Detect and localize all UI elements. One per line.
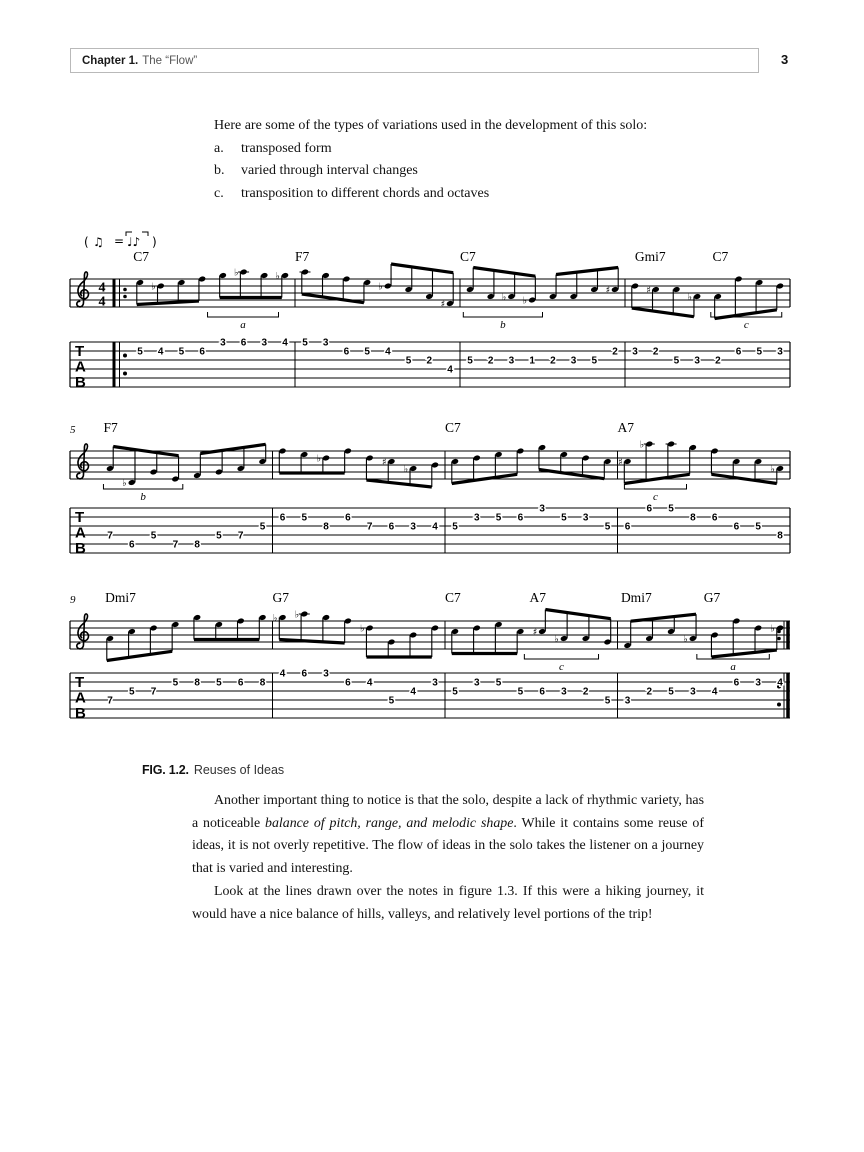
tab-number: 4 bbox=[282, 337, 288, 349]
tab-number: 7 bbox=[150, 686, 157, 698]
tab-number: 5 bbox=[755, 521, 761, 533]
measure bbox=[278, 448, 439, 533]
tab-clef-letter: B bbox=[75, 374, 86, 391]
tab-number: 2 bbox=[612, 346, 618, 358]
tab-number: 6 bbox=[129, 539, 135, 551]
measure bbox=[460, 249, 619, 366]
measure bbox=[273, 590, 440, 706]
accidental: ♭ bbox=[403, 463, 409, 475]
tab-number: 7 bbox=[107, 530, 113, 542]
tab-number: 8 bbox=[777, 530, 783, 542]
variation-label: b bbox=[500, 319, 506, 331]
tab-number: 4 bbox=[447, 364, 453, 376]
tab-number: 6 bbox=[711, 512, 718, 524]
tab-number: 6 bbox=[301, 668, 308, 680]
accidental: ♭ bbox=[294, 609, 300, 621]
accidental: ♭ bbox=[687, 291, 693, 303]
accidental: ♯ bbox=[440, 298, 446, 310]
tab-number: 5 bbox=[604, 695, 611, 707]
tab-number: 3 bbox=[561, 686, 567, 698]
beam bbox=[632, 308, 694, 317]
intro-item-marker: b. bbox=[214, 163, 225, 179]
treble-clef-icon bbox=[77, 444, 89, 479]
tab-number: 8 bbox=[690, 512, 696, 524]
tab-number: 3 bbox=[432, 677, 438, 689]
tab-number: 5 bbox=[216, 530, 222, 542]
tab-number: 3 bbox=[323, 668, 329, 680]
tab-number: 5 bbox=[495, 677, 502, 689]
text-run: Look at the lines drawn over the notes in figure 1.3. If this were a hiking journey, it would have a nice balance of hills, valleys, and relatively level portions of the trip! bbox=[192, 883, 704, 922]
variation-label: c bbox=[743, 319, 749, 331]
measure bbox=[631, 249, 784, 366]
beam bbox=[539, 470, 604, 479]
notation-system-2 bbox=[70, 420, 790, 557]
chord-symbol: C7 bbox=[445, 420, 461, 435]
tab-number: 7 bbox=[107, 695, 113, 707]
beam bbox=[107, 651, 172, 660]
tab-number: 5 bbox=[137, 346, 143, 358]
tab-number: 3 bbox=[755, 677, 761, 689]
tab-number: 8 bbox=[194, 539, 200, 551]
intro-lead: Here are some of the types of variations used in the development of this solo: bbox=[214, 118, 648, 133]
variation-bracket bbox=[208, 312, 279, 317]
swing-eighths-icon: ♫ bbox=[93, 235, 104, 249]
beam bbox=[200, 444, 265, 453]
accidental: ♭ bbox=[554, 633, 559, 645]
tab-number: 3 bbox=[410, 521, 416, 533]
accidental: ♭ bbox=[316, 453, 322, 465]
tab-number: 5 bbox=[452, 521, 458, 533]
tab-number: 6 bbox=[646, 503, 653, 515]
tab-number: 6 bbox=[733, 677, 740, 689]
tab-number: 3 bbox=[261, 337, 268, 349]
paragraph bbox=[192, 881, 704, 926]
tab-number: 3 bbox=[474, 512, 480, 524]
tab-number: 4 bbox=[157, 346, 164, 358]
accidental: ♭ bbox=[151, 281, 156, 293]
tab-number: 1 bbox=[529, 355, 535, 367]
tab-number: 5 bbox=[364, 346, 370, 358]
beam bbox=[366, 480, 431, 487]
tab-number: 4 bbox=[366, 677, 373, 689]
treble-clef-icon bbox=[77, 614, 89, 649]
chord-symbol: C7 bbox=[712, 249, 729, 264]
beam bbox=[137, 301, 199, 305]
tab-number: 8 bbox=[259, 677, 266, 689]
tab-number: 4 bbox=[432, 521, 438, 533]
figure-caption-text: Reuses of Ideas bbox=[193, 762, 285, 777]
tab-clef-letter: A bbox=[75, 524, 86, 542]
chord-symbol: Dmi7 bbox=[620, 590, 652, 605]
tab-clef-letter: T bbox=[75, 674, 85, 691]
tab-number: 6 bbox=[240, 337, 247, 349]
tab-number: 6 bbox=[517, 512, 524, 524]
tab-number: 5 bbox=[668, 503, 674, 515]
measure bbox=[295, 249, 454, 375]
tab-number: 5 bbox=[259, 521, 266, 533]
tab-number: 3 bbox=[570, 355, 577, 367]
tab-number: 3 bbox=[694, 355, 700, 367]
intro-item-marker: c. bbox=[214, 185, 224, 201]
page-number: 3 bbox=[781, 52, 789, 67]
chord-symbol: Gmi7 bbox=[634, 249, 666, 264]
italic-run: balance of pitch, range, and melodic shape bbox=[265, 815, 514, 831]
chapter-label: Chapter 1. bbox=[82, 54, 139, 67]
notation-system-1 bbox=[70, 249, 790, 391]
variation-bracket bbox=[463, 312, 542, 317]
time-signature: 4 bbox=[98, 294, 106, 310]
beam bbox=[473, 268, 535, 277]
tab-number: 2 bbox=[652, 346, 659, 358]
tab-clef-letter: B bbox=[75, 540, 86, 557]
tab-number: 2 bbox=[646, 686, 653, 698]
accidental: ♭ bbox=[378, 281, 383, 293]
tab-number: 2 bbox=[715, 355, 721, 367]
tab-number: 5 bbox=[302, 337, 308, 349]
tab-number: 5 bbox=[668, 686, 674, 698]
tab-number: 4 bbox=[279, 668, 286, 680]
text-run: . While it contains some reuse of ideas, it is not overly repetitive. The flow of ideas in the solo takes the listener on a journey that is varied and interesting. bbox=[192, 815, 704, 877]
tab-number: 6 bbox=[343, 346, 350, 358]
measure-number: 5 bbox=[70, 424, 76, 436]
measure bbox=[445, 420, 612, 532]
paragraph bbox=[192, 790, 704, 881]
chord-symbol: G7 bbox=[272, 590, 289, 605]
tab-number: 2 bbox=[582, 686, 589, 698]
tab-number: 7 bbox=[366, 521, 373, 533]
chord-symbol: G7 bbox=[703, 590, 721, 605]
tab-number: 8 bbox=[323, 521, 329, 533]
figure-caption bbox=[142, 763, 284, 777]
beam bbox=[556, 268, 618, 275]
tab-number: 6 bbox=[624, 521, 631, 533]
variation-bracket bbox=[524, 654, 598, 659]
chord-symbol: A7 bbox=[529, 590, 547, 605]
tab-number: 5 bbox=[129, 686, 135, 698]
tab-number: 4 bbox=[777, 677, 783, 689]
tab-number: 6 bbox=[733, 521, 740, 533]
variation-bracket bbox=[103, 484, 182, 489]
body-text bbox=[192, 790, 704, 926]
tab-number: 6 bbox=[279, 512, 286, 524]
tab-number: 7 bbox=[237, 530, 244, 542]
tab-number: 6 bbox=[735, 346, 742, 358]
tab-number: 5 bbox=[301, 512, 308, 524]
tab-clef-letter: T bbox=[75, 509, 85, 526]
tab-clef-letter: A bbox=[75, 358, 86, 376]
tab-number: 5 bbox=[172, 677, 179, 689]
tab-number: 5 bbox=[591, 355, 598, 367]
tab-number: 6 bbox=[199, 346, 205, 358]
measure bbox=[445, 590, 612, 706]
accidental: ♯ bbox=[381, 456, 387, 468]
tab-number: 6 bbox=[345, 677, 351, 689]
variation-label: b bbox=[140, 491, 146, 503]
accidental: ♭ bbox=[683, 633, 688, 645]
tab-number: 5 bbox=[561, 512, 567, 524]
measure bbox=[133, 249, 289, 357]
tab-number: 3 bbox=[508, 355, 515, 367]
beam bbox=[302, 294, 364, 303]
tab-number: 8 bbox=[194, 677, 200, 689]
tab-clef-letter: A bbox=[75, 689, 86, 707]
accidental: ♭ bbox=[273, 612, 278, 624]
tab-clef-letter: B bbox=[75, 705, 86, 722]
chord-symbol: C7 bbox=[445, 590, 461, 605]
beam bbox=[391, 264, 453, 273]
tab-number: 5 bbox=[452, 686, 458, 698]
swing-marking bbox=[84, 232, 157, 249]
tab-number: 6 bbox=[539, 686, 545, 698]
tab-number: 4 bbox=[410, 686, 416, 698]
tab-number: 5 bbox=[604, 521, 611, 533]
beam bbox=[631, 614, 696, 621]
variation-label: a bbox=[730, 661, 736, 673]
accidental: ♭ bbox=[770, 623, 775, 635]
tab-number: 5 bbox=[756, 346, 763, 358]
chord-symbol: C7 bbox=[460, 249, 476, 264]
tab-number: 2 bbox=[426, 355, 433, 367]
measure-number: 9 bbox=[70, 594, 76, 606]
accidental: ♭ bbox=[122, 477, 127, 489]
chord-symbol: C7 bbox=[133, 249, 150, 264]
accidental: ♯ bbox=[646, 284, 651, 296]
accidental: ♭ bbox=[522, 295, 528, 307]
tab-number: 3 bbox=[474, 677, 480, 689]
notation-system-3 bbox=[70, 590, 790, 722]
tab-number: 2 bbox=[487, 355, 494, 367]
accidental: ♭ bbox=[275, 270, 280, 282]
intro-item-marker: a. bbox=[214, 140, 224, 156]
tab-number: 3 bbox=[632, 346, 638, 358]
tab-number: 2 bbox=[550, 355, 556, 367]
tab-number: 5 bbox=[150, 530, 157, 542]
swing-equals: = bbox=[114, 234, 125, 248]
tab-number: 3 bbox=[690, 686, 696, 698]
tab-clef-letter: T bbox=[75, 343, 85, 360]
tab-number: 5 bbox=[388, 695, 395, 707]
accidental: ♭ bbox=[501, 291, 507, 303]
figure-caption-label: FIG. 1.2. bbox=[142, 762, 189, 777]
variation-label: c bbox=[653, 491, 658, 503]
chord-symbol: F7 bbox=[103, 420, 118, 435]
text-run: Another important thing to notice is that the solo, despite a lack of rhythmic variety, has a noticeable bbox=[192, 793, 704, 831]
tab-number: 3 bbox=[624, 695, 631, 707]
accidental: ♯ bbox=[618, 456, 623, 468]
tab-number: 5 bbox=[517, 686, 524, 698]
tab-number: 5 bbox=[673, 355, 680, 367]
tab-number: 5 bbox=[405, 355, 412, 367]
measure bbox=[621, 590, 784, 706]
accidental: ♯ bbox=[532, 626, 538, 638]
tab-number: 5 bbox=[216, 677, 222, 689]
measure bbox=[105, 590, 266, 706]
tab-number: 5 bbox=[495, 512, 502, 524]
intro-item-text: transposition to different chords and octaves bbox=[241, 185, 490, 201]
tab-number: 4 bbox=[385, 346, 391, 358]
beam bbox=[545, 610, 610, 619]
variation-bracket bbox=[624, 484, 686, 489]
treble-clef-icon bbox=[77, 272, 89, 307]
measure bbox=[103, 420, 266, 550]
intro-item-text: transposed form bbox=[241, 140, 332, 156]
tab-number: 6 bbox=[388, 521, 395, 533]
accidental: ♭ bbox=[234, 267, 239, 279]
tab-number: 3 bbox=[539, 503, 545, 515]
tab-number: 6 bbox=[237, 677, 244, 689]
chord-symbol: F7 bbox=[295, 249, 310, 264]
tab-number: 5 bbox=[178, 346, 185, 358]
tab-number: 3 bbox=[322, 337, 329, 349]
tab-number: 7 bbox=[172, 539, 179, 551]
accidental: ♭ bbox=[770, 463, 775, 475]
accidental: ♯ bbox=[605, 284, 611, 296]
accidental: ♭ bbox=[360, 623, 365, 635]
tab-number: 3 bbox=[220, 337, 226, 349]
tab-number: 3 bbox=[777, 346, 783, 358]
accidental: ♭ bbox=[639, 439, 645, 451]
variation-label: a bbox=[240, 319, 246, 331]
chord-symbol: Dmi7 bbox=[105, 590, 136, 605]
tab-number: 4 bbox=[711, 686, 718, 698]
tab-number: 5 bbox=[467, 355, 473, 367]
tab-number: 3 bbox=[582, 512, 589, 524]
variation-label: c bbox=[558, 661, 564, 673]
measure bbox=[618, 420, 785, 541]
swing-triplet-icon: ♩♪ bbox=[127, 235, 141, 249]
swing-paren: ) bbox=[152, 235, 157, 249]
beam bbox=[711, 650, 776, 657]
swing-paren: ( bbox=[84, 235, 89, 249]
tab-number: 6 bbox=[345, 512, 351, 524]
intro-item-text: varied through interval changes bbox=[241, 163, 418, 179]
chapter-title: The “Flow” bbox=[142, 54, 198, 67]
chord-symbol: A7 bbox=[617, 420, 634, 435]
time-signature: 4 bbox=[98, 280, 106, 296]
